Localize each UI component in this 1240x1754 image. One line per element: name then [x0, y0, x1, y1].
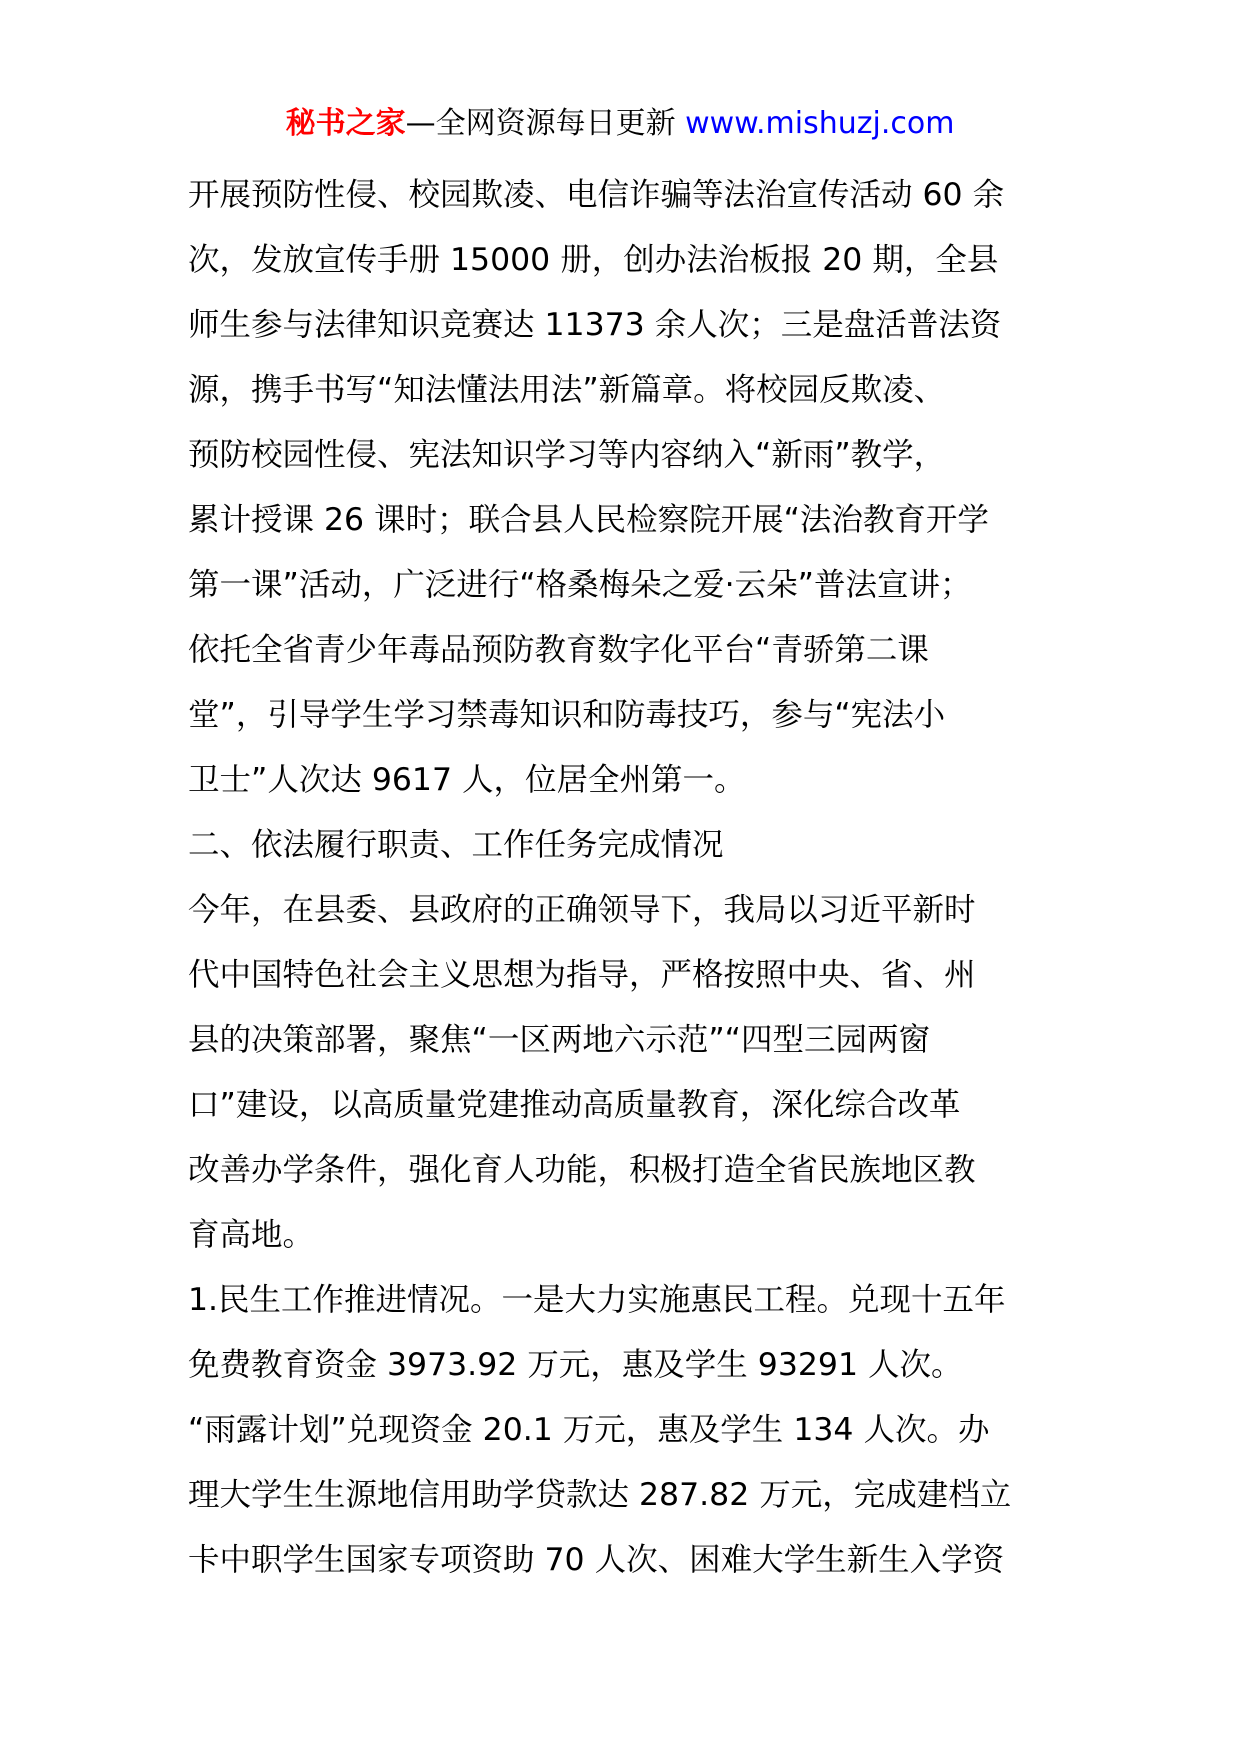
body-line: 理大学生生源地信用助学贷款达 287.82 万元，完成建档立: [188, 1477, 1012, 1513]
body-line: 1.民生工作推进情况。一是大力实施惠民工程。兑现十五年: [188, 1282, 1006, 1318]
body-line: “雨露计划”兑现资金 20.1 万元，惠及学生 134 人次。办: [188, 1412, 990, 1448]
brand-name: 秘书之家: [285, 106, 406, 141]
body-line: 师生参与法律知识竞赛达 11373 余人次；三是盘活普法资: [188, 307, 1002, 343]
site-slogan: —全网资源每日更新: [405, 106, 686, 141]
body-line: 口”建设，以高质量党建推动高质量教育，深化综合改革: [188, 1087, 961, 1123]
site-header: [0, 102, 1240, 146]
body-line: 育高地。: [188, 1217, 315, 1253]
body-line: 免费教育资金 3973.92 万元，惠及学生 93291 人次。: [188, 1347, 963, 1383]
body-line: 预防校园性侵、宪法知识学习等内容纳入“新雨”教学，: [188, 437, 946, 473]
body-line: 县的决策部署，聚焦“一区两地六示范”“四型三园两窗: [188, 1022, 930, 1058]
body-line: 开展预防性侵、校园欺凌、电信诈骗等法治宣传活动 60 余: [188, 177, 1005, 213]
section-heading: 二、依法履行职责、工作任务完成情况: [188, 827, 724, 863]
body-line: 卡中职学生国家专项资助 70 人次、困难大学生新生入学资: [188, 1542, 1005, 1578]
body-line: 累计授课 26 课时；联合县人民检察院开展“法治教育开学: [188, 502, 989, 538]
body-line: 次，发放宣传手册 15000 册，创办法治板报 20 期，全县: [188, 242, 999, 278]
document-body: [188, 163, 1088, 1593]
body-line: 卫士”人次达 9617 人，位居全州第一。: [188, 762, 746, 798]
body-line: 依托全省青少年毒品预防教育数字化平台“青骄第二课: [188, 632, 929, 668]
body-line: 今年，在县委、县政府的正确领导下，我局以习近平新时: [188, 892, 976, 928]
site-url-link[interactable]: www.mishuzj.com: [685, 106, 955, 141]
body-line: 代中国特色社会主义思想为指导，严格按照中央、省、州: [188, 957, 976, 993]
body-line: 源，携手书写“知法懂法用法”新篇章。将校园反欺凌、: [188, 372, 946, 408]
body-line: 第一课”活动，广泛进行“格桑梅朵之爱·云朵”普法宣讲；: [188, 567, 972, 603]
body-line: 改善办学条件，强化育人功能，积极打造全省民族地区教: [188, 1152, 976, 1188]
body-line: 堂”，引导学生学习禁毒知识和防毒技巧，参与“宪法小: [188, 697, 946, 733]
